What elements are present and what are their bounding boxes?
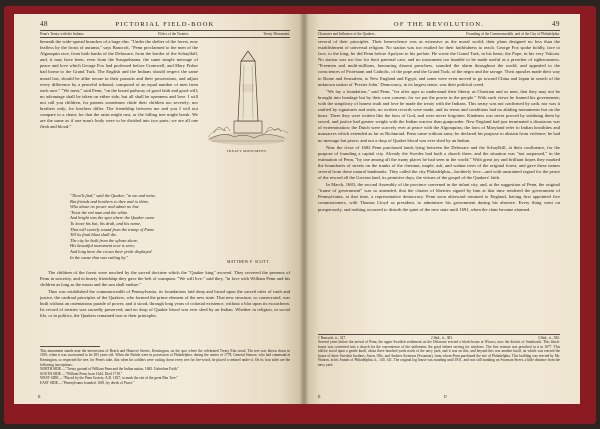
poem-line: His beautiful monument now is seen; [70, 243, 135, 249]
note-ref-1: 1 Bancroft, ii., 327. [318, 336, 347, 340]
book-gutter [300, 14, 308, 404]
right-page [304, 14, 580, 404]
poem-line: Who abuse no power and admit no line [70, 204, 139, 210]
monument-engraving [204, 41, 290, 147]
right-subhead [318, 30, 560, 38]
footnote-monument: This monument stands near the intersection of Beach and Hanover Streets, Kensington, on the spot where the celebrated Treaty Elm stood. The tree was blown down in 1810, when it was ascertained to be 283 years old. When the British were in possession of Philadelphia, during the winter of 1778, General Simcoe, who had command at Kensington, so respected the tree, for Penn's sake, that when his soldiers were cutting down every tree for fire-wood, he placed a sentinel under it. On its four sides are the following inscriptions: [40, 348, 290, 367]
left-page-title: PICTORIAL FIELD-BOOK [115, 21, 215, 28]
footnote-rule [40, 346, 100, 347]
right-paragraph-3: Near the close of 1682 Penn purchased lands lying between the Delaware and the Schuylkill, at their confluence, for the purpose of founding a capital city. Already the Swedes had built a church there, and the situation was "not surpassed," in the estimation of Penn, "by one among all the many places he had seen in the world." With great joy and brilliant hopes they marked the boundaries of streets on the trunks of the chestnut, maple, ash, and walnut trees of the original forest, and gave these names several from these natural landmarks. They called the city Philadelphia—brotherly love—and with unstrained regard for the peace of the reward all the Grecian land, its primitive days, the virtues of the gospel of the Quakers' faith. [318, 144, 560, 181]
poem-line: Till its final blast shall die. [70, 232, 118, 238]
left-paragraph-2: The children of the forest were touched by the sacred doctrine which the "Quaker king" avowed. They received the presents of Penn in sincerity, and in hearty friendship they gave the belt of wampum. "We will live," said they, "in love with William Penn and his children as long as the moon and the sun shall endure." [40, 269, 290, 287]
right-footnotes [318, 340, 560, 378]
left-running-head [40, 20, 290, 28]
note-ref-3: 3 Ibid., ii., 382. [537, 336, 560, 340]
note-ref-2: 2 Ibid., ii., 381. [430, 336, 454, 340]
right-signature-mid: D [444, 395, 447, 399]
left-body-block [40, 269, 290, 343]
left-subhead-1: Penn's Treaty with the Indians. [40, 32, 85, 36]
right-paragraph-4: In March, 1683, the second Assembly of the province convened in the infant city, and, at the suggestion of Penn, the original "frame of government" was so amended, that the charter of liberties signed by him at that time rendered the government of Pennsylvania, at that time, a representative democracy. Penn soon afterward returned to England, having first appointed five commissioners, with Thomas Lloyd as president, to administer his government during his absence. Every thing went on prosperously, and nothing occurred to disturb the quiet of the new state until 1691, when the clans became alarmed. [318, 182, 560, 212]
left-page [14, 14, 304, 404]
left-page-number: 48 [40, 20, 48, 28]
left-signature-mark: II. [38, 395, 42, 399]
poem-line: The city he built from the sylvan shore, [70, 237, 139, 243]
footnote-west: WEST SIDE.—"Placed by the Penn Society, A.D. 1827, to mark the site of the great Elm Tree." [40, 376, 178, 381]
right-subhead-1: Character and Influence of the Quakers. [318, 32, 376, 36]
right-body-block [318, 38, 560, 332]
footnote-east: EAST SIDE.—"Pennsylvania founded, 1681, by deeds of Peace." [40, 380, 135, 385]
footnote-swedish-church: Several years before the arrival of Penn, the upper Swedish settlement on the Delaware erected a block-house at Wicaco, now the district of Southwark. This block-house was converted into a church for the convenience of the settlement, the good fathers serving for windows. The first sermon was preached in it in 1677. This edifice stood upon a gentle knoll, about three hundred yards north of the navy yard, and it was on this, and beyond this was another knoll, on which was erected the house of three Swedish brothers, Swen, Olle, and Andries Swenson (Swanson), from whom Penn purchased the site of Philadelphia. This building was erected by Mr. Watson, in his Annals of Philadelphia, ii., 140, 141. The original log house was standing until 1811, and was still standing on Swanson Street, a little distance from the navy yard. [318, 340, 560, 367]
right-subhead-2: Founding of the Commonwealth, and of the City of Philadelphia. [466, 32, 560, 36]
left-footnotes [40, 349, 290, 404]
footnote-north: NORTH SIDE.—"Treaty ground of William Penn and the Indian nation, 1682. Unbroken Faith." [40, 367, 179, 372]
left-subhead-2: Effect of the Treaties. [158, 32, 190, 36]
poem-line: In the cause that was sailing by." [70, 254, 129, 260]
footnote-south: SOUTH SIDE.—"William Penn, born 1644. Died 1718." [40, 371, 123, 376]
left-top-block [40, 38, 290, 190]
poem-line: 'Twixt the red man and the white. [70, 209, 129, 215]
right-running-head [318, 20, 560, 28]
left-subhead [40, 30, 290, 38]
right-page-title: OF THE REVOLUTION. [393, 21, 485, 28]
poem-block [70, 193, 290, 266]
poem-line: That will sweetly sound from the trump of Fame [70, 226, 155, 232]
left-paragraph-3: Thus was established the commonwealth of Pennsylvania, its foundations laid deep and broad upon the sacred rules of truth and justice, the cardinal principles of the Quakers, who formed the prime element of the new state. That new structure, so consecrated, was built without an ostentatious parade of power, and it stood, through long years of colonial existence, without a blot upon its escutcheon. Its record of treaties was sacredly preserved, and no drop of Quaker blood was ever shed by an Indian. Whether in religion, in social life, or in politics, the Quakers remained true to their principles. [40, 289, 290, 319]
treaty-monument-illustration [204, 41, 290, 153]
poem-line: "Thou'lt find," said the Quaker, "in me and mine, [70, 193, 156, 198]
right-paragraph-1: several of their principles. Their benevolence was as extensive as the moral world; their plans designed no less than the establishment of universal religion. No station was too exalted for their faithfulness to reach. George Fox spoke boldly, face to face, to the king; he did Penn before Apolyon to his prelate. He wrote the Grand Turk, in his beast; the Pope, in his very Vatican. No station was too low for their paternal care, and no instrument too humble to be made useful as a preacher of righteousness. "Freemen and multi-millions, honouring dissent preachers, sounded the alarm throughout the world, and appealed to the consciences of Protestant and Catholic, of the pope and the Grand Turk, of the negro and the savage. Their apostles made their way to Rome and Jerusalem, to New England and Egypt; and some were even moved to go toward China and Japan in search of the unknown nation of 'Prester John.' Democracy, in its largest sense, was their political creed. [318, 39, 560, 87]
left-paragraph-1: beneath the wide-spread branches of a huge elm. "Under the shelter of the forest, now leafless by the frosts of autumn," says Bancroft, "Penn proclaimed to the men of the Algonquin race, from both banks of the Delaware, from the border of the Schuylkill, and, it may have been, even from the Susquehanna, the same simple message of peace and love which George Fox had professed before Cromwell, and Mary Fisher had borne to the Grand Turk. The English and the Indians should respect the same moral law, should be alike secure in their pursuits and their possessions, and adjust every difference by a peaceful tribunal, composed of an equal number of men from each race." "We meet," said Penn, "on the broad pathway of good faith and good will; no advantage shall be taken on either side, but all shall be openness and love. I will not call you children, for parents sometimes chide their children too severely; nor brothers only; for brothers differ. The friendship between me and you I will not compare to a chain; for that the rains might rust, or the falling tree might break. We are the same as if one man's body were to be divided into two parts; we are all one flesh and blood." [40, 39, 198, 130]
poem-line: And bright was the spot where the Quaker came [70, 215, 155, 221]
poem-line: To leave his hat, his drab, and his name, [70, 220, 141, 226]
right-page-number: 49 [551, 20, 560, 28]
monument-caption: TREATY MONUMENT. [226, 149, 268, 153]
left-subhead-3: Treaty Monument. [263, 32, 290, 36]
poem-line: And long have the crown their pride displayed [70, 248, 152, 254]
poem-line: But friends and brothers to thee and to thine, [70, 198, 149, 204]
right-paragraph-2: "We lay a foundation," said Penn, "for after ages to understand their liberty as Christian and as men, that they may not be brought into bondage but by their own consent; for we put the power in the people." With such views he framed his government; with the simplicity of honest truth and love he made the treaty with the Indians. This treaty was not confirmed by oath, nor was it ratified by signatures and seals; no written records were made, and its terms and conditions had no abiding monuments but on the heart. There they were written like the laws of God, and were never forgotten. Kindness was never proved by subduing them by sword, and justice had greater weight with the Indian warrior than gunpowder. New England had just terminated a disastrous war of extermination; the Dutch were scarcely ever at peace with the Algonquins; the laws of Maryland refer to Indian hostilities and massacres which extended as far as Richmond. Penn came without arms; he declared his purpose to abstain from violence; he had no message but peace; and not a drop of Quaker blood was ever shed by an Indian. [318, 88, 560, 143]
poem-attribution: MATTHEW F. SCOTT. [226, 260, 270, 265]
right-signature-left: II. [318, 395, 322, 399]
